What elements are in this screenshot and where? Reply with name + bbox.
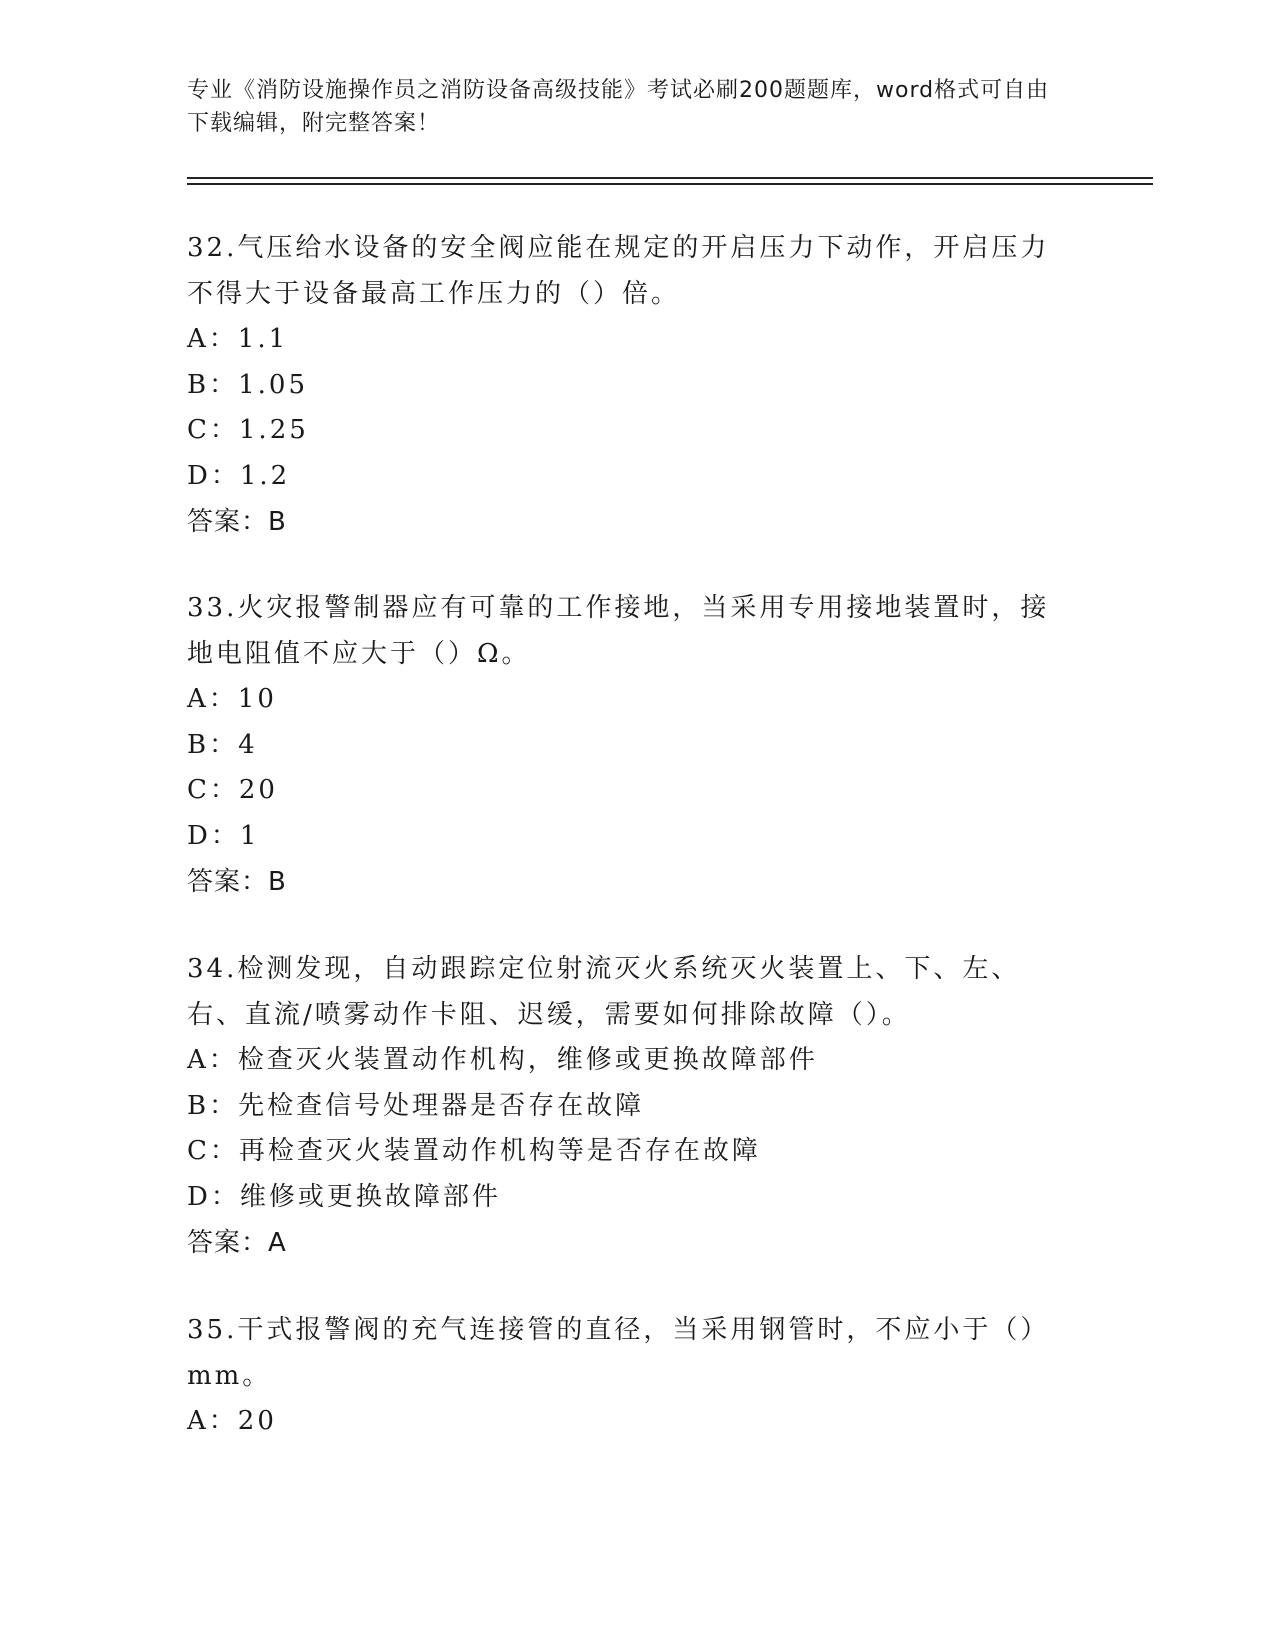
option-a: A：20: [187, 1406, 277, 1436]
option-c: C：再检查灭火装置动作机构等是否存在故障: [187, 1136, 761, 1166]
option-b: B：4: [187, 729, 258, 760]
question-35: [187, 1307, 1087, 1445]
option-d: D：1: [187, 820, 260, 851]
question-text: 32.气压给水设备的安全阀应能在规定的开启压力下动作，开启压力不得大于设备最高工作压力的（）倍。: [187, 233, 1050, 309]
answer: 答案：B: [187, 867, 287, 897]
question-32: [187, 225, 1087, 545]
question-text: 35.干式报警阀的充气连接管的直径，当采用钢管时，不应小于（）mm。: [187, 1315, 1050, 1391]
question-text: 34.检测发现，自动跟踪定位射流灭火系统灭火装置上、下、左、右、直流/喷雾动作卡阻、迟缓，需要如何排除故障（）。: [187, 954, 1021, 1030]
option-a: A：10: [187, 684, 277, 714]
header-divider-top: [187, 177, 1153, 179]
question-34: [187, 946, 1087, 1266]
option-d: D：1.2: [187, 460, 291, 491]
option-b: B：1.05: [187, 369, 308, 400]
answer: 答案：A: [187, 1228, 287, 1258]
question-33: [187, 585, 1087, 905]
option-c: C：1.25: [187, 415, 309, 445]
option-c: C：20: [187, 775, 278, 805]
document-header: 专业《消防设施操作员之消防设备高级技能》考试必刷200题题库，word格式可自由下载编辑，附完整答案！: [187, 78, 1050, 136]
question-text: 33.火灾报警制器应有可靠的工作接地，当采用专用接地装置时，接地电阻值不应大于（）Ω。: [187, 593, 1050, 669]
answer: 答案：B: [187, 507, 287, 537]
option-a: A：1.1: [187, 324, 289, 354]
option-d: D：维修或更换故障部件: [187, 1181, 501, 1212]
option-a: A：检查灭火装置动作机构，维修或更换故障部件: [187, 1045, 818, 1075]
option-b: B：先检查信号处理器是否存在故障: [187, 1090, 645, 1121]
header-divider-bottom: [187, 183, 1153, 185]
